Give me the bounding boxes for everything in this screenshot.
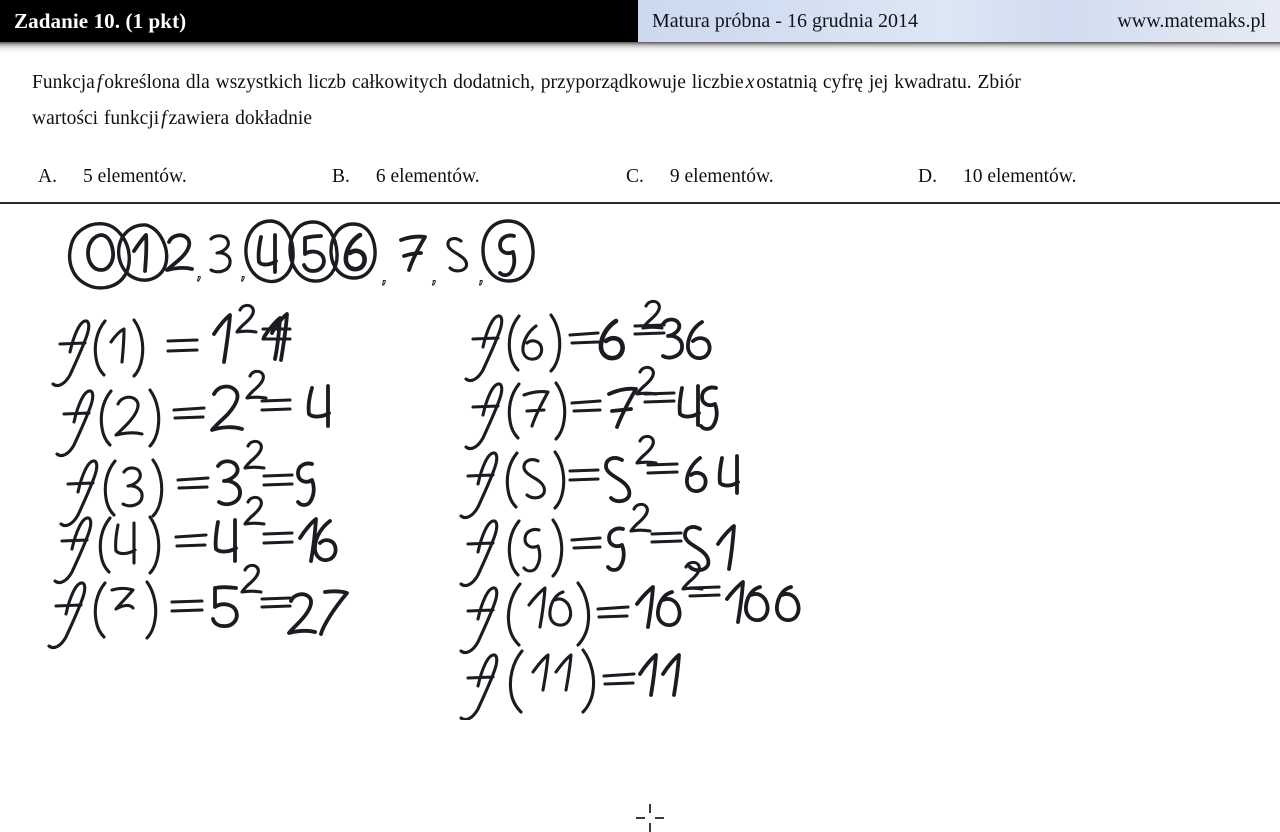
hand-equals-4a bbox=[176, 535, 206, 546]
cursor-segment-top bbox=[649, 804, 651, 813]
hand-arg-2 bbox=[116, 397, 142, 435]
answer-options-row bbox=[0, 166, 1280, 202]
handwritten-digit-6 bbox=[346, 235, 365, 269]
hand-paren-open-2 bbox=[101, 391, 111, 445]
handwritten-digit-4 bbox=[259, 235, 276, 272]
hand-f-glyph-2 bbox=[57, 391, 93, 456]
digit-row-group bbox=[70, 221, 533, 288]
hand-equation-f1 bbox=[0, 204, 290, 386]
hand-f-glyph-7 bbox=[466, 384, 502, 449]
handwritten-digit-7 bbox=[401, 237, 425, 270]
hand-result-11 bbox=[640, 655, 679, 695]
hand-arg-4 bbox=[116, 523, 135, 563]
hand-equals-10a bbox=[598, 607, 628, 617]
hand-equals-7b bbox=[645, 393, 674, 402]
hand-arg-11 bbox=[533, 655, 571, 690]
hand-paren-open-3 bbox=[105, 461, 115, 515]
hand-paren-close-1 bbox=[134, 320, 143, 376]
hand-equation-f8 bbox=[461, 436, 738, 517]
cursor-segment-right bbox=[655, 817, 664, 819]
answer-option-c[interactable] bbox=[626, 166, 774, 188]
hand-paren-close-8 bbox=[555, 452, 564, 508]
hand-arg-1 bbox=[111, 329, 124, 362]
hand-equals-7a bbox=[572, 401, 600, 411]
crosshair-cursor bbox=[636, 804, 664, 832]
answer-text-b: 6 elementów. bbox=[375, 166, 480, 187]
hand-result-36 bbox=[663, 320, 710, 359]
hand-superscript-2-4 bbox=[245, 497, 264, 524]
question-part-1: Funkcja bbox=[32, 72, 95, 93]
hand-paren-close-3 bbox=[153, 460, 162, 516]
hand-superscript-2-10 bbox=[683, 562, 702, 589]
hand-paren-close-10 bbox=[578, 583, 589, 645]
hand-paren-open-7 bbox=[509, 384, 519, 438]
exam-label: Matura próbna - 16 grudnia 2014 bbox=[652, 9, 919, 32]
hand-arg-5 bbox=[112, 589, 133, 610]
hand-three-3 bbox=[218, 461, 240, 504]
handwritten-digit-9 bbox=[500, 235, 514, 275]
header-shadow bbox=[0, 42, 1280, 53]
math-variable-f-2: f bbox=[161, 108, 167, 129]
comma-4: , bbox=[431, 266, 438, 288]
hand-paren-open-4 bbox=[100, 518, 110, 572]
hand-equation-f5 bbox=[49, 565, 347, 647]
hand-f-glyph-11 bbox=[461, 655, 497, 720]
hand-paren-close-7 bbox=[556, 383, 565, 439]
hand-superscript-2-5 bbox=[242, 565, 261, 592]
hand-paren-close-6 bbox=[551, 315, 560, 371]
hand-seven-7 bbox=[609, 389, 636, 427]
hand-paren-close-11 bbox=[583, 650, 594, 712]
circle-around-9 bbox=[483, 221, 533, 281]
handwritten-digit-2 bbox=[167, 235, 192, 270]
hand-nine-9 bbox=[608, 528, 624, 570]
hand-equation-f6 bbox=[466, 301, 710, 380]
hand-equation-f2 bbox=[57, 371, 329, 455]
hand-equals-4b bbox=[264, 533, 292, 543]
hand-superscript-2-7 bbox=[637, 367, 656, 394]
answer-option-a[interactable] bbox=[38, 166, 187, 188]
cursor-segment-bottom bbox=[649, 823, 651, 832]
hand-paren-open-10 bbox=[508, 584, 520, 645]
hand-eight-8 bbox=[606, 458, 630, 501]
hand-result-16 bbox=[300, 519, 336, 561]
hand-equals-3b bbox=[264, 475, 292, 485]
page-header bbox=[0, 0, 1280, 42]
hand-result-100 bbox=[727, 582, 799, 622]
hand-paren-open-5 bbox=[95, 583, 105, 637]
hand-equals-1a bbox=[168, 340, 197, 351]
hand-superscript-2-3 bbox=[245, 441, 264, 468]
hand-two-2 bbox=[212, 387, 242, 430]
handwritten-digit-8 bbox=[448, 239, 467, 271]
header-right-panel bbox=[638, 0, 1280, 42]
question-block bbox=[0, 53, 1280, 137]
hand-paren-close-5 bbox=[147, 582, 156, 638]
hand-six-6 bbox=[601, 321, 623, 358]
hand-paren-open-11 bbox=[510, 651, 522, 712]
hand-equals-3a bbox=[178, 478, 208, 488]
question-line2-part-2: zawiera dokładnie bbox=[168, 108, 312, 129]
math-variable-f: f bbox=[96, 72, 103, 93]
header-left-panel bbox=[0, 0, 638, 42]
handwritten-digit-5 bbox=[304, 236, 324, 271]
hand-superscript-2-1 bbox=[237, 305, 256, 332]
hand-f-glyph-6 bbox=[466, 316, 502, 381]
hand-equals-6a bbox=[570, 333, 598, 343]
answer-option-b[interactable] bbox=[332, 166, 480, 188]
hand-equals-2b bbox=[262, 400, 290, 410]
answer-text-c: 9 elementów. bbox=[669, 166, 774, 187]
handwriting-canvas bbox=[0, 204, 1280, 720]
hand-result-2 bbox=[309, 386, 329, 426]
hand-five-5 bbox=[213, 587, 237, 626]
handwritten-digit-1 bbox=[134, 235, 146, 271]
hand-equals-5a bbox=[172, 601, 202, 611]
hand-f-glyph-4 bbox=[55, 518, 91, 583]
hand-equation-f10 bbox=[461, 562, 799, 652]
hand-result-64 bbox=[687, 456, 738, 493]
comma-1: , bbox=[196, 262, 203, 284]
hand-arg-3 bbox=[123, 468, 142, 506]
hand-equation-f11 bbox=[461, 650, 679, 720]
hand-superscript-2-2 bbox=[247, 371, 266, 398]
question-line2-part-1: wartości funkcji bbox=[32, 108, 160, 129]
hand-f-glyph-8 bbox=[461, 453, 497, 518]
hand-f-glyph-10 bbox=[461, 588, 497, 653]
hand-paren-close-9 bbox=[553, 520, 562, 576]
hand-equals-8a bbox=[570, 470, 598, 480]
hand-equation-f9 bbox=[461, 504, 734, 585]
hand-paren-open-9 bbox=[509, 521, 519, 575]
hand-paren-open-1 bbox=[95, 321, 105, 375]
hand-ten-10 bbox=[637, 587, 680, 627]
hand-equals-11 bbox=[604, 674, 634, 684]
hand-f-glyph-5 bbox=[49, 583, 85, 648]
hand-one-1 bbox=[214, 315, 230, 362]
hand-arg-6 bbox=[523, 326, 542, 359]
hand-result-3 bbox=[298, 463, 314, 505]
math-variable-x: x bbox=[745, 72, 755, 93]
hand-equation-f4 bbox=[55, 497, 336, 582]
hand-equals-2a bbox=[174, 408, 204, 418]
hand-result-49 bbox=[680, 386, 717, 429]
circle-around-1 bbox=[119, 225, 167, 280]
hand-f-glyph-1 bbox=[53, 321, 89, 386]
handwriting-strokes bbox=[0, 204, 1280, 720]
answer-letter-a: A. bbox=[38, 166, 57, 187]
circle-around-4 bbox=[246, 221, 293, 281]
hand-equation-f3 bbox=[61, 441, 314, 525]
hand-equals-5b bbox=[262, 598, 290, 607]
cursor-segment-left bbox=[636, 817, 645, 819]
page-title: Zadanie 10. (1 pkt) bbox=[14, 8, 187, 33]
handwritten-digit-3 bbox=[211, 236, 230, 272]
answer-option-d[interactable] bbox=[918, 166, 1077, 188]
hand-superscript-2-9 bbox=[631, 504, 650, 531]
answer-letter-d: D. bbox=[918, 166, 937, 187]
answer-letter-b: B. bbox=[332, 166, 350, 187]
hand-f-glyph-3 bbox=[61, 461, 97, 526]
answer-letter-c: C. bbox=[626, 166, 644, 187]
hand-arg-7 bbox=[524, 392, 548, 426]
question-part-3: ostatnią cyfrę jej kwadratu. Zbiór bbox=[756, 72, 1021, 93]
hand-superscript-2-8 bbox=[637, 436, 656, 463]
hand-paren-close-2 bbox=[150, 390, 159, 446]
hand-paren-open-8 bbox=[507, 453, 517, 507]
hand-arg-8 bbox=[524, 460, 545, 498]
hand-arg-9 bbox=[524, 529, 540, 571]
hand-equals-9b bbox=[652, 533, 681, 542]
comma-2: , bbox=[240, 262, 247, 284]
answer-text-d: 10 elementów. bbox=[962, 166, 1077, 187]
comma-3: , bbox=[381, 266, 388, 288]
hand-result-25 bbox=[289, 591, 347, 634]
comma-5: , bbox=[478, 266, 485, 288]
hand-paren-close-4 bbox=[150, 517, 159, 573]
answer-text-a: 5 elementów. bbox=[82, 166, 187, 187]
hand-equation-f7 bbox=[466, 367, 717, 448]
site-url-label: www.matemaks.pl bbox=[1117, 9, 1266, 32]
hand-paren-open-6 bbox=[509, 316, 519, 370]
hand-equals-9a bbox=[572, 538, 600, 548]
handwritten-digit-0 bbox=[88, 235, 113, 270]
hand-equals-8b bbox=[648, 464, 677, 473]
hand-f-glyph-9 bbox=[461, 521, 497, 586]
hand-four-4 bbox=[216, 520, 236, 561]
question-statement bbox=[32, 53, 1206, 137]
question-part-2: określona dla wszystkich liczb całkowitych dodatnich, przyporządkowuje liczbie bbox=[104, 72, 744, 93]
hand-arg-10 bbox=[529, 588, 571, 627]
hand-equals-10b bbox=[690, 587, 719, 596]
hand-equals-6b bbox=[635, 325, 664, 334]
